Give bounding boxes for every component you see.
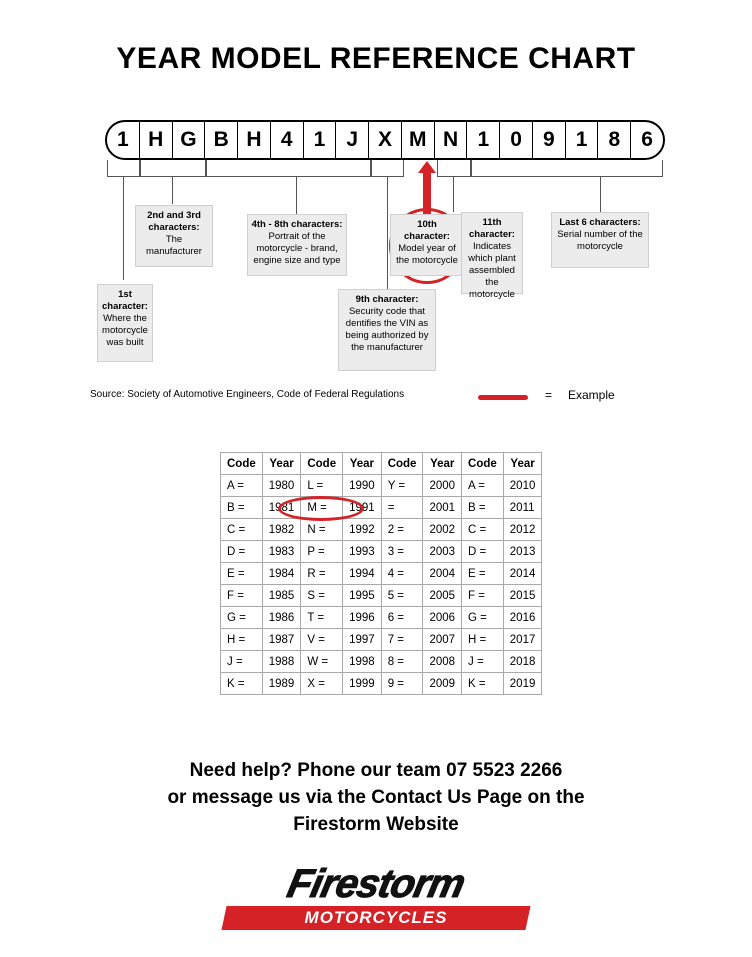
code-cell: T = [301,607,343,629]
legend-example-swatch [478,395,528,400]
vin-character: 9 [533,122,566,158]
year-cell: 2019 [503,673,542,695]
leader-line [206,176,371,177]
year-cell: 2001 [423,497,462,519]
callout-body: The manufacturer [146,234,202,257]
vin-character: H [238,122,271,158]
code-cell: F = [221,585,263,607]
callout-body: Model year of the motorcycle [396,243,458,266]
leader-line [600,176,601,212]
year-cell: 2005 [423,585,462,607]
leader-line [662,160,663,176]
highlight-arrow-head [418,161,436,173]
vin-character: J [336,122,369,158]
code-cell: W = [301,651,343,673]
callout-body: Serial number of the motorcycle [557,229,643,252]
leader-line [437,176,471,177]
year-cell: 1995 [343,585,382,607]
code-cell: D = [221,541,263,563]
table-row [221,541,542,563]
callout-body: Where the motorcycle was built [102,313,148,348]
callout-heading: 9th character: [355,294,419,305]
vin-character: 0 [500,122,533,158]
year-code-table [220,452,542,695]
column-header: Code [221,453,263,475]
table-row [221,673,542,695]
callout-heading: 1st character: [102,289,148,312]
table-row [221,585,542,607]
column-header: Code [381,453,423,475]
code-cell: 2 = [381,519,423,541]
code-cell: = [381,497,423,519]
code-cell: 5 = [381,585,423,607]
year-cell: 1987 [262,629,301,651]
year-cell: 1986 [262,607,301,629]
table-row [221,607,542,629]
table-header-row [221,453,542,475]
code-cell: G = [462,607,504,629]
year-cell: 1991 [343,497,382,519]
code-cell: 7 = [381,629,423,651]
vin-character: H [140,122,173,158]
vin-character: G [173,122,206,158]
code-cell: R = [301,563,343,585]
code-cell: H = [462,629,504,651]
vin-character: 1 [467,122,500,158]
code-cell: M = [301,497,343,519]
code-cell: X = [301,673,343,695]
column-header: Year [503,453,542,475]
year-cell: 2002 [423,519,462,541]
leader-line [140,176,206,177]
footer-line-3: Firestorm Website [293,814,459,835]
year-cell: 2010 [503,475,542,497]
code-cell: D = [462,541,504,563]
leader-line [296,176,297,214]
firestorm-logo [196,862,556,932]
year-cell: 2014 [503,563,542,585]
vin-character: 1 [566,122,599,158]
callout-body: Portrait of the motorcycle - brand, engine size and type [253,231,341,266]
table-row [221,497,542,519]
table-row [221,629,542,651]
code-cell: B = [462,497,504,519]
leader-line [172,176,173,204]
table-year-highlight [278,496,364,521]
code-cell: S = [301,585,343,607]
logo-subtitle: MOTORCYCLES [304,908,448,927]
leader-line [140,160,141,176]
year-cell: 2008 [423,651,462,673]
source-note: Source: Society of Automotive Engineers, Code of Federal Regulations [90,389,405,400]
callout-eleventh-character [461,212,523,300]
year-cell: 2011 [503,497,542,519]
code-cell: K = [462,673,504,695]
year-cell: 1992 [343,519,382,541]
year-cell: 1981 [262,497,301,519]
footer-line-2: or message us via the Contact Us Page on the [167,787,585,808]
table-row [221,475,542,497]
callout-heading: 10th character: [404,219,450,242]
callout-heading: 4th - 8th characters: [251,219,343,230]
year-cell: 2003 [423,541,462,563]
callout-body: Indicates which plant assembled the motorcycle [468,241,516,300]
code-cell: E = [221,563,263,585]
year-code-table-wrapper [220,452,542,695]
logo-wordmark: Firestorm [283,862,469,906]
vin-character: X [369,122,402,158]
code-cell: A = [221,475,263,497]
code-cell: P = [301,541,343,563]
vin-character: M [402,122,435,158]
year-cell: 2018 [503,651,542,673]
callout-last-six-characters [551,212,649,268]
column-header: Year [343,453,382,475]
vin-character: 6 [641,128,653,151]
footer-line-1: Need help? Phone our team 07 5523 2266 [189,760,563,781]
contact-footer [0,757,752,838]
code-cell: 6 = [381,607,423,629]
year-cell: 2009 [423,673,462,695]
code-cell: N = [301,519,343,541]
leader-line [371,160,372,176]
leader-line [387,176,388,289]
code-cell: J = [221,651,263,673]
page-title: YEAR MODEL REFERENCE CHART [116,42,636,75]
year-cell: 2015 [503,585,542,607]
year-cell: 1994 [343,563,382,585]
code-cell: F = [462,585,504,607]
year-cell: 1990 [343,475,382,497]
code-cell: 4 = [381,563,423,585]
year-cell: 2013 [503,541,542,563]
leader-line [471,176,663,177]
code-cell: H = [221,629,263,651]
callout-body: Security code that dentifies the VIN as being authorized by the manufacturer [345,306,429,353]
legend-example-label: Example [568,388,615,402]
callout-second-third-characters [135,205,213,267]
year-cell: 2006 [423,607,462,629]
code-cell: C = [221,519,263,541]
table-row [221,651,542,673]
year-cell: 1989 [262,673,301,695]
vin-character: B [205,122,238,158]
callout-ninth-character [338,289,436,371]
code-cell: 8 = [381,651,423,673]
column-header: Year [423,453,462,475]
year-cell: 1993 [343,541,382,563]
column-header: Code [301,453,343,475]
year-cell: 1998 [343,651,382,673]
year-cell: 1999 [343,673,382,695]
year-cell: 2016 [503,607,542,629]
code-cell: 9 = [381,673,423,695]
code-cell: 3 = [381,541,423,563]
code-cell: G = [221,607,263,629]
year-cell: 1982 [262,519,301,541]
year-cell: 2004 [423,563,462,585]
code-cell: J = [462,651,504,673]
leader-line [437,160,438,176]
column-header: Year [262,453,301,475]
year-cell: 2012 [503,519,542,541]
code-cell: K = [221,673,263,695]
table-row [221,519,542,541]
legend-equals: = [545,388,553,402]
code-cell: E = [462,563,504,585]
year-cell: 1988 [262,651,301,673]
year-cell: 1983 [262,541,301,563]
vin-character: 8 [598,122,631,158]
year-cell: 1985 [262,585,301,607]
year-cell: 1997 [343,629,382,651]
code-cell: Y = [381,475,423,497]
year-cell: 2007 [423,629,462,651]
leader-line [123,176,124,280]
vin-character: 1 [304,122,337,158]
callout-fourth-eighth-characters [247,214,347,276]
leader-line [206,160,207,176]
vin-character: 1 [107,122,140,158]
leader-line [403,160,404,176]
year-cell: 2017 [503,629,542,651]
leader-line [453,176,454,212]
year-cell: 1996 [343,607,382,629]
vin-bar [105,120,665,160]
year-cell: 1984 [262,563,301,585]
vin-character: N [435,122,468,158]
logo-wordmark-skew [191,862,560,906]
year-cell: 2000 [423,475,462,497]
code-cell: C = [462,519,504,541]
code-cell: L = [301,475,343,497]
code-cell: A = [462,475,504,497]
leader-line [107,160,108,176]
table-row [221,563,542,585]
callout-first-character [97,284,153,362]
callout-tenth-character [390,214,464,276]
column-header: Code [462,453,504,475]
callout-heading: 11th character: [469,217,515,240]
leader-line [471,160,472,176]
vin-character: 4 [271,122,304,158]
callout-heading: Last 6 characters: [559,217,641,228]
year-cell: 1980 [262,475,301,497]
callout-heading: 2nd and 3rd characters: [147,210,201,233]
code-cell: B = [221,497,263,519]
code-cell: V = [301,629,343,651]
